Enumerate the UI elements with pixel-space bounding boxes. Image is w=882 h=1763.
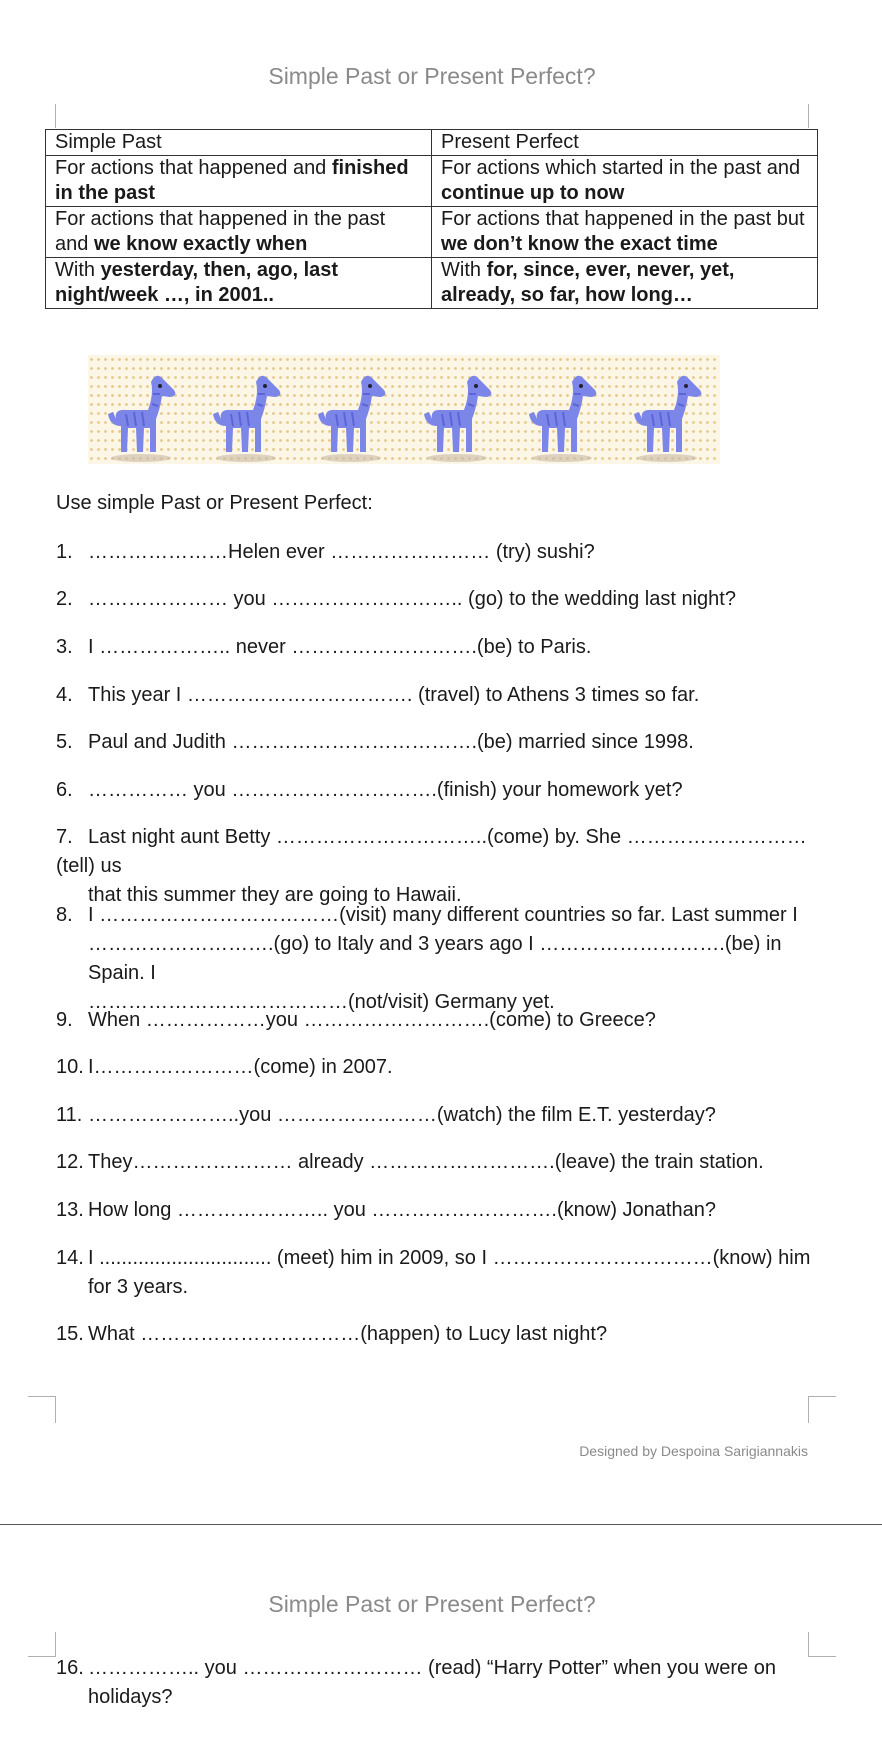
- item-text: for 3 years.: [88, 1276, 189, 1298]
- page-title: Simple Past or Present Perfect?: [268, 63, 596, 89]
- margin-mark: [808, 1396, 836, 1423]
- item-text: When ………………you ……………………….(come) to Greece?: [88, 1009, 656, 1031]
- margin-mark: [55, 104, 56, 128]
- item-number: 4.: [56, 684, 73, 706]
- item-number: 2.: [56, 588, 73, 610]
- item-number: 10.: [56, 1056, 84, 1078]
- exercise-line: [56, 1273, 816, 1302]
- table-header: Simple Past: [46, 130, 432, 156]
- item-number: 3.: [56, 636, 73, 658]
- exercise-line: [56, 1053, 816, 1082]
- exercise-line: [56, 1244, 816, 1273]
- exercise-item: [56, 776, 816, 805]
- item-text: They…………………… already ……………………….(leave) the train station.: [88, 1151, 764, 1173]
- table-cell: With yesterday, then, ago, last night/week …, in 2001..: [46, 258, 432, 309]
- exercise-item: [56, 1320, 816, 1349]
- zebra-border-image: [88, 355, 720, 464]
- exercise-line: [56, 1683, 816, 1712]
- exercise-line: [56, 930, 816, 988]
- exercise-line: [56, 1006, 816, 1035]
- exercise-item: [56, 901, 816, 1017]
- margin-mark: [28, 1396, 56, 1423]
- table-header-row: [46, 130, 818, 156]
- item-number: 15.: [56, 1323, 84, 1345]
- zebra-icon: [96, 364, 186, 464]
- exercise-line: [56, 823, 816, 881]
- item-text: holidays?: [88, 1686, 173, 1708]
- exercise-item: [56, 538, 816, 567]
- exercise-item: [56, 1053, 816, 1082]
- item-number: 14.: [56, 1247, 84, 1269]
- item-text: …………………..you ……………………(watch) the film E.T. yesterday?: [88, 1104, 716, 1126]
- exercise-line: [56, 1101, 816, 1130]
- exercise-line: [56, 1654, 816, 1683]
- table-cell: With for, since, ever, never, yet, already, so far, how long…: [432, 258, 818, 309]
- item-text: Last night aunt Betty …………………………..(come) by. She ………………………(tell) us: [56, 826, 807, 877]
- exercise-item: [56, 728, 816, 757]
- exercise-item: [56, 1148, 816, 1177]
- zebra-icon: [201, 364, 291, 464]
- exercise-line: [56, 585, 816, 614]
- item-text: I ………………………………(visit) many different countries so far. Last summer I: [88, 904, 798, 926]
- item-text: I ............................... (meet) him in 2009, so I ……………………………(know) him: [88, 1247, 811, 1269]
- item-number: 5.: [56, 731, 73, 753]
- exercise-line: [56, 901, 816, 930]
- exercise-item: [56, 585, 816, 614]
- item-text: What ……………………………(happen) to Lucy last night?: [88, 1323, 608, 1345]
- item-text: …………………………………(not/visit) Germany yet.: [88, 991, 555, 1013]
- zebra-icon: [412, 364, 502, 464]
- item-number: 13.: [56, 1199, 84, 1221]
- exercise-item: [56, 1654, 816, 1712]
- item-number: 1.: [56, 541, 73, 563]
- table-row: [46, 258, 818, 309]
- grammar-table: [45, 129, 818, 309]
- item-text: ……………………….(go) to Italy and 3 years ago I ……………………….(be) in Spain. I: [88, 933, 782, 984]
- page-separator: [0, 1524, 882, 1525]
- exercise-item: [56, 1196, 816, 1225]
- item-text: …………….. you ……………………… (read) “Harry Potter” when you were on: [88, 1657, 776, 1679]
- footer-credit: Designed by Despoina Sarigiannakis: [579, 1443, 808, 1459]
- item-number: 16.: [56, 1657, 84, 1679]
- table-row: [46, 207, 818, 258]
- exercise-line: [56, 681, 816, 710]
- exercise-item: [56, 1006, 816, 1035]
- exercise-item: [56, 681, 816, 710]
- item-number: 7.: [56, 826, 73, 848]
- item-number: 6.: [56, 779, 73, 801]
- margin-mark: [28, 1632, 56, 1657]
- item-text: …………………Helen ever …………………… (try) sushi?: [88, 541, 595, 563]
- item-text: I ……………….. never ……………………….(be) to Paris.: [88, 636, 592, 658]
- exercise-item: [56, 823, 816, 910]
- page-title: Simple Past or Present Perfect?: [268, 1591, 596, 1617]
- item-text: How long ………………….. you ……………………….(know) Jonathan?: [88, 1199, 716, 1221]
- item-text: ………………… you ……………………….. (go) to the wedding last night?: [88, 588, 736, 610]
- instruction: Use simple Past or Present Perfect:: [56, 492, 373, 514]
- table-cell: For actions that happened and finished in the past: [46, 156, 432, 207]
- exercise-line: [56, 728, 816, 757]
- exercise-line: [56, 1196, 816, 1225]
- margin-mark: [808, 104, 809, 128]
- exercise-line: [56, 1148, 816, 1177]
- item-text: that this summer they are going to Hawaii.: [88, 884, 462, 906]
- zebra-icon: [306, 364, 396, 464]
- table-cell: For actions that happened in the past and we know exactly when: [46, 207, 432, 258]
- exercise-item: [56, 1244, 816, 1302]
- table-header: Present Perfect: [432, 130, 818, 156]
- table-cell: For actions that happened in the past but we don’t know the exact time: [432, 207, 818, 258]
- item-text: Paul and Judith ……………………………….(be) married since 1998.: [88, 731, 694, 753]
- exercise-line: [56, 538, 816, 567]
- item-text: I……………………(come) in 2007.: [88, 1056, 393, 1078]
- table-row: [46, 156, 818, 207]
- item-text: …………… you ………………………….(finish) your homework yet?: [88, 779, 683, 801]
- item-number: 8.: [56, 904, 73, 926]
- item-text: This year I ……………………………. (travel) to Athens 3 times so far.: [88, 684, 700, 706]
- zebra-icon: [622, 364, 712, 464]
- exercise-item: [56, 633, 816, 662]
- table-cell: For actions which started in the past and continue up to now: [432, 156, 818, 207]
- item-number: 12.: [56, 1151, 84, 1173]
- zebra-icon: [517, 364, 607, 464]
- exercise-line: [56, 633, 816, 662]
- exercise-line: [56, 1320, 816, 1349]
- item-number: 9.: [56, 1009, 73, 1031]
- exercise-item: [56, 1101, 816, 1130]
- exercise-line: [56, 776, 816, 805]
- item-number: 11.: [56, 1104, 83, 1126]
